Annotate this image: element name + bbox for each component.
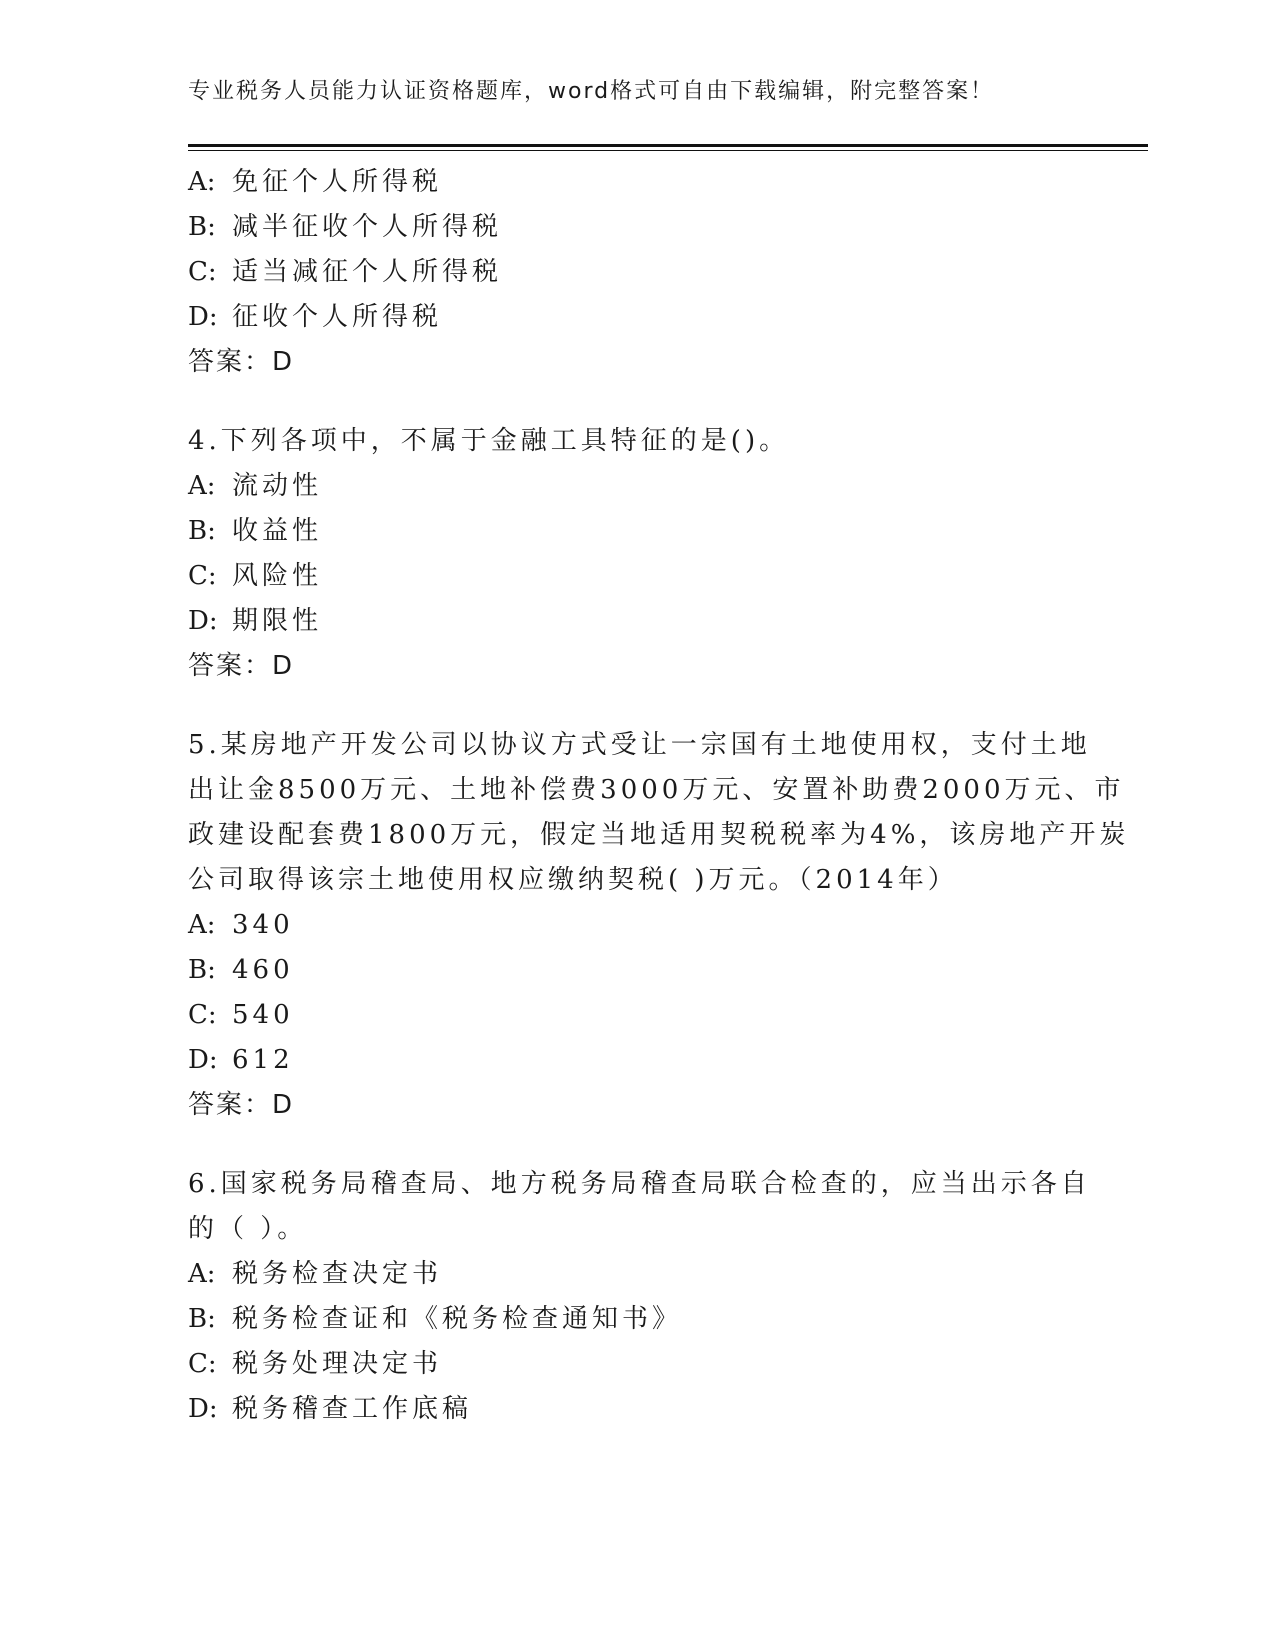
page-header: 专业税务人员能力认证资格题库，word格式可自由下载编辑，附完整答案！ — [188, 79, 995, 104]
answer-text: 答案：D — [188, 347, 295, 377]
question-stem-line: 的（ ）。 — [188, 1214, 308, 1244]
option-d — [188, 1038, 1088, 1083]
option-label: C: — [188, 561, 217, 591]
option-label: C: — [188, 257, 217, 287]
question-stem-line: 6.国家税务局稽查局、地方税务局稽查局联合检查的，应当出示各自 — [188, 1169, 1091, 1199]
option-text: 612 — [232, 1045, 294, 1075]
option-b — [188, 205, 1088, 250]
option-a — [188, 903, 1088, 948]
option-d — [188, 295, 1088, 340]
option-label: A: — [188, 910, 216, 940]
option-c — [188, 250, 1088, 295]
question-6 — [188, 1162, 1091, 1432]
option-label: B: — [188, 955, 216, 985]
option-b — [188, 948, 1088, 993]
question-3 — [188, 160, 1088, 385]
question-5 — [188, 723, 1130, 1128]
option-text: 适当减征个人所得税 — [232, 257, 503, 287]
option-b — [188, 509, 1088, 554]
option-a — [188, 160, 1088, 205]
option-text: 减半征收个人所得税 — [232, 212, 503, 242]
option-text: 460 — [232, 955, 294, 985]
question-4 — [188, 419, 1088, 689]
option-text: 税务检查决定书 — [232, 1259, 443, 1289]
answer-text: 答案：D — [188, 1090, 295, 1120]
option-d — [188, 599, 1088, 644]
question-stem-line: 公司取得该宗土地使用权应缴纳契税( )万元。（2014年） — [188, 865, 958, 895]
option-text: 期限性 — [232, 606, 323, 636]
option-label: B: — [188, 1304, 216, 1334]
option-label: D: — [188, 302, 218, 332]
option-text: 税务稽查工作底稿 — [232, 1394, 473, 1424]
question-content — [188, 160, 1130, 1432]
option-label: D: — [188, 1394, 218, 1424]
option-text: 免征个人所得税 — [232, 167, 443, 197]
option-text: 收益性 — [232, 516, 323, 546]
option-text: 风险性 — [232, 561, 323, 591]
option-text: 税务处理决定书 — [232, 1349, 443, 1379]
option-a — [188, 1252, 1088, 1297]
question-stem-line: 政建设配套费1800万元，假定当地适用契税税率为4%，该房地产开炭 — [188, 820, 1130, 850]
option-c — [188, 993, 1088, 1038]
option-a — [188, 464, 1088, 509]
header-divider-thick — [188, 144, 1148, 147]
option-label: B: — [188, 212, 216, 242]
option-label: A: — [188, 1259, 216, 1289]
option-b — [188, 1297, 1088, 1342]
option-text: 540 — [232, 1000, 294, 1030]
option-c — [188, 554, 1088, 599]
option-label: D: — [188, 1045, 218, 1075]
header-divider-thin — [188, 150, 1148, 151]
question-stem: 4.下列各项中，不属于金融工具特征的是()。 — [188, 426, 790, 456]
option-label: D: — [188, 606, 218, 636]
option-text: 流动性 — [232, 471, 323, 501]
option-d — [188, 1387, 1088, 1432]
option-label: A: — [188, 167, 216, 197]
option-label: A: — [188, 471, 216, 501]
question-stem-line: 5.某房地产开发公司以协议方式受让一宗国有土地使用权，支付土地 — [188, 730, 1091, 760]
option-label: C: — [188, 1349, 217, 1379]
option-text: 征收个人所得税 — [232, 302, 443, 332]
option-label: C: — [188, 1000, 217, 1030]
option-c — [188, 1342, 1088, 1387]
answer-text: 答案：D — [188, 651, 295, 681]
option-text: 税务检查证和《税务检查通知书》 — [232, 1304, 683, 1334]
option-text: 340 — [232, 910, 294, 940]
option-label: B: — [188, 516, 216, 546]
question-stem-line: 出让金8500万元、土地补偿费3000万元、安置补助费2000万元、市 — [188, 775, 1125, 805]
